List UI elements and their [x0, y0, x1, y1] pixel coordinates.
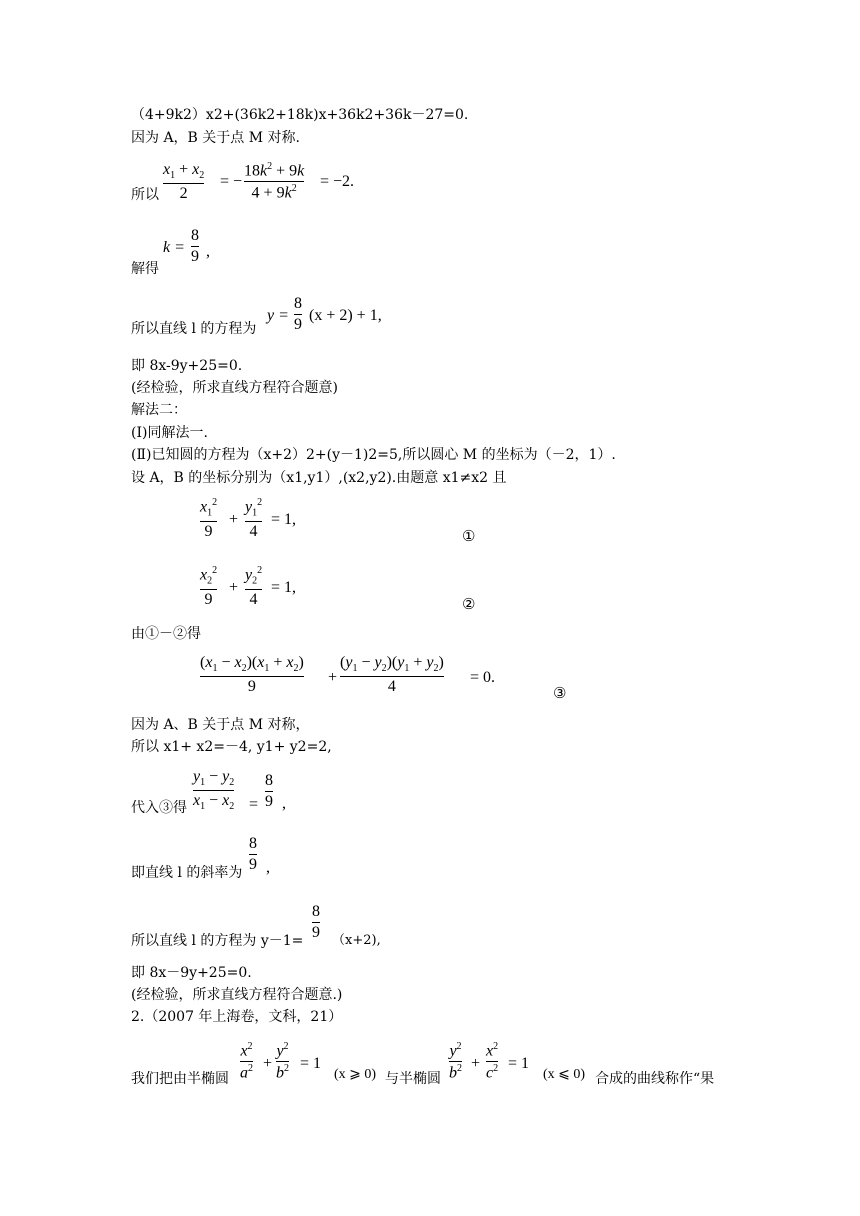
text-line: （4+9k2）x2+(36k2+18k)x+36k2+36k－27=0.	[131, 107, 469, 123]
fraction-x1-plus-x2: $x_1 + x_2$ 2	[163, 161, 205, 203]
fraction-y1sq-over-4: $y_1^2$ 4	[245, 497, 263, 540]
text-line: 与半椭圆	[385, 1071, 441, 1087]
plus-sign: +	[328, 669, 338, 686]
equation-marker-2: ②	[462, 595, 476, 613]
equals-one: = 1	[300, 1055, 322, 1072]
text-line: 我们把由半椭圆	[131, 1071, 229, 1087]
fraction-x-diff-sum-over-9: $(x_1 - x_2)(x_1 + x_2)$ 9	[200, 654, 304, 696]
text-line: 2.（2007 年上海卷，文科，21）	[131, 1009, 343, 1025]
equals-sign: =	[249, 796, 259, 813]
equals-one: = 1,	[271, 511, 297, 528]
fraction-eight-ninths: 8 9	[265, 772, 273, 810]
text-line: 即 8x－9y+25=0.	[131, 965, 252, 981]
text-line: 即 8x-9y+25=0.	[131, 358, 243, 374]
fraction-eight-ninths: 8 9	[294, 295, 302, 333]
fraction-x2-over-a2: $x^2$ $a^2$	[240, 1041, 253, 1082]
equals-one: = 1,	[271, 579, 297, 596]
text-line: 因为 A、B 关于点 M 对称，	[131, 717, 310, 733]
fraction-y2-over-b2: $y^2$ $b^2$	[449, 1041, 462, 1082]
comma: ,	[206, 243, 210, 260]
fraction-eight-ninths: 8 9	[191, 227, 199, 265]
equals-one: = 1	[508, 1055, 530, 1072]
condition-x-le-0: (x ⩽ 0)	[543, 1067, 586, 1082]
fraction-x1sq-over-9: $x_1^2$ 9	[200, 497, 218, 540]
text-line: 所以 x1+ x2=－4, y1+ y2=2,	[131, 739, 332, 755]
text-line: 即直线 l 的斜率为	[131, 865, 243, 881]
text-line: 所以	[131, 187, 159, 203]
text-line: (Ⅱ)已知圆的方程为（x+2）2+(y－1)2=5,所以圆心 M 的坐标为（－2，1）.	[131, 447, 616, 463]
minus-sign: = −	[220, 173, 243, 190]
y-lhs: y =	[267, 307, 289, 324]
text-line: 所以直线 l 的方程为 y－1=	[131, 933, 304, 949]
plus-sign: +	[263, 1055, 273, 1072]
text-line: 解得	[131, 261, 159, 277]
line-equation-rhs: (x + 2) + 1,	[309, 307, 382, 324]
fraction-y2sq-over-4: $y_2^2$ 4	[245, 565, 263, 608]
fraction-slope-ratio: $y_1 - y_2$ $x_1 - x_2$	[193, 768, 235, 813]
fraction-x2sq-over-9: $x_2^2$ 9	[200, 565, 218, 608]
text-line: 代入③得	[131, 800, 187, 816]
condition-x-ge-0: (x ⩾ 0)	[334, 1067, 377, 1082]
text-line: （x+2),	[332, 933, 381, 948]
text-line: 解法二：	[131, 402, 187, 418]
plus-sign: +	[229, 511, 239, 528]
fraction-slope-expr: $18k^2 + 9k$ $4 + 9k^2$	[244, 161, 305, 202]
comma: ,	[266, 859, 270, 876]
equation-marker-3: ③	[553, 684, 567, 702]
text-line: 设 A，B 的坐标分别为（x1,y1）,(x2,y2).由题意 x1≠x2 且	[131, 470, 507, 486]
fraction-eight-ninths: 8 9	[249, 835, 257, 873]
text-line: 由①－②得	[131, 626, 201, 642]
equals-zero: = 0.	[470, 669, 496, 686]
text-line: (Ⅰ)同解法一.	[131, 425, 208, 441]
fraction-eight-ninths: 8 9	[312, 903, 320, 941]
plus-sign: +	[471, 1055, 481, 1072]
comma: ,	[282, 795, 286, 812]
fraction-x2-over-c2: $x^2$ $c^2$	[486, 1041, 499, 1082]
text-line: (经检验，所求直线方程符合题意)	[131, 380, 338, 396]
text-line: 因为 A，B 关于点 M 对称.	[131, 130, 300, 146]
text-line: 所以直线 l 的方程为	[131, 321, 257, 337]
equation-rhs: = −2.	[320, 173, 355, 190]
text-line: (经检验，所求直线方程符合题意.)	[131, 987, 343, 1003]
fraction-y-diff-sum-over-4: $(y_1 - y_2)(y_1 + y_2)$ 4	[340, 654, 444, 696]
fraction-y2-over-b2: $y^2$ $b^2$	[276, 1041, 289, 1082]
equation-marker-1: ①	[462, 527, 476, 545]
k-lhs: k =	[163, 239, 185, 256]
plus-sign: +	[229, 579, 239, 596]
text-line: 合成的曲线称作“果	[595, 1071, 715, 1087]
